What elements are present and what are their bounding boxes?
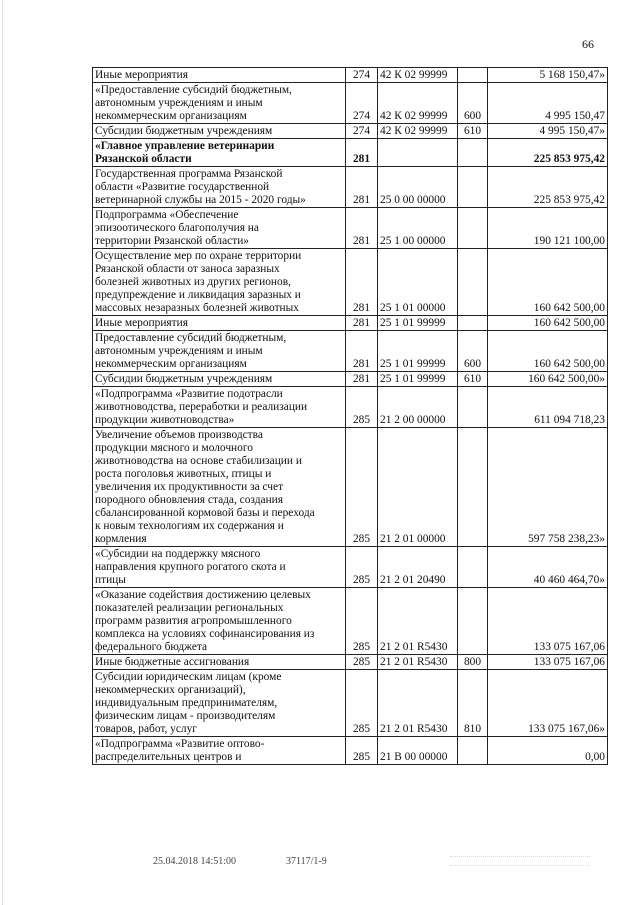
row-code-cell: 281 — [346, 167, 378, 208]
table-row — [93, 588, 608, 655]
row-name-cell: «Оказание содействия достижению целевых показателей реализации региональных программ развития агропромышленного комплекса на условиях софинансирования из федерального бюджета — [93, 588, 346, 655]
row-csr-cell: 42 К 02 99999 — [378, 83, 458, 124]
table-row — [93, 331, 608, 372]
row-name-cell: «Главное управление ветеринарии Рязанской области — [93, 139, 346, 167]
row-type-cell — [458, 249, 488, 316]
row-type-cell: 600 — [458, 83, 488, 124]
row-type-cell — [458, 588, 488, 655]
row-type-cell: 610 — [458, 372, 488, 387]
footer-timestamp: 25.04.2018 14:51:00 — [153, 856, 237, 867]
budget-table-body — [93, 68, 608, 765]
row-name-cell: «Субсидии на поддержку мясного направления крупного рогатого скота и птицы — [93, 547, 346, 588]
scan-edge — [2, 0, 5, 905]
row-name-cell: Субсидии бюджетным учреждениям — [93, 124, 346, 139]
table-row — [93, 316, 608, 331]
table-row — [93, 83, 608, 124]
row-type-cell: 810 — [458, 670, 488, 737]
table-row — [93, 124, 608, 139]
row-code-cell: 281 — [346, 249, 378, 316]
table-row — [93, 547, 608, 588]
row-sum-cell: 4 995 150,47» — [488, 124, 608, 139]
row-name-cell: Подпрограмма «Обеспечение эпизоотического благополучия на территории Рязанской области» — [93, 208, 346, 249]
row-name-cell: Субсидии бюджетным учреждениям — [93, 372, 346, 387]
row-type-cell — [458, 68, 488, 83]
row-sum-cell: 5 168 150,47» — [488, 68, 608, 83]
row-code-cell: 285 — [346, 387, 378, 428]
row-csr-cell: 25 1 00 00000 — [378, 208, 458, 249]
row-csr-cell: 21 2 01 R5430 — [378, 655, 458, 670]
table-row — [93, 655, 608, 670]
row-name-cell: Осуществление мер по охране территории Рязанской области от заноса заразных болезней животных из других регионов, предупреждение и ликвидация заразных и массовых незаразных болезней животных — [93, 249, 346, 316]
row-csr-cell: 25 1 01 99999 — [378, 331, 458, 372]
table-row — [93, 387, 608, 428]
row-sum-cell: 133 075 167,06» — [488, 670, 608, 737]
row-sum-cell: 611 094 718,23 — [488, 387, 608, 428]
row-type-cell: 600 — [458, 331, 488, 372]
row-code-cell: 285 — [346, 655, 378, 670]
row-type-cell — [458, 737, 488, 765]
row-sum-cell: 133 075 167,06 — [488, 588, 608, 655]
row-type-cell — [458, 547, 488, 588]
row-code-cell: 285 — [346, 547, 378, 588]
table-row — [93, 208, 608, 249]
row-csr-cell: 42 К 02 99999 — [378, 68, 458, 83]
table-row — [93, 68, 608, 83]
row-name-cell: «Подпрограмма «Развитие оптово- распределительных центров и — [93, 737, 346, 765]
row-sum-cell: 133 075 167,06 — [488, 655, 608, 670]
row-name-cell: Иные мероприятия — [93, 68, 346, 83]
row-sum-cell: 225 853 975,42 — [488, 167, 608, 208]
row-sum-cell: 0,00 — [488, 737, 608, 765]
table-row — [93, 139, 608, 167]
row-type-cell: 610 — [458, 124, 488, 139]
row-csr-cell: 42 К 02 99999 — [378, 124, 458, 139]
row-code-cell: 281 — [346, 208, 378, 249]
row-type-cell — [458, 428, 488, 547]
row-name-cell: Увеличение объемов производства продукции мясного и молочного животноводства на основе стабилизации и роста поголовья животных, птицы и увеличения их продуктивности за счет породного обновления стада, создания сбалансированной кормовой базы и перехода к новым технологиям их содержания и кормления — [93, 428, 346, 547]
table-row — [93, 372, 608, 387]
row-sum-cell: 160 642 500,00 — [488, 249, 608, 316]
row-name-cell: Субсидии юридическим лицам (кроме некоммерческих организаций), индивидуальным предпринимателям, физическим лицам - производителям товаров, работ, услуг — [93, 670, 346, 737]
row-code-cell: 285 — [346, 588, 378, 655]
row-csr-cell: 25 0 00 00000 — [378, 167, 458, 208]
row-type-cell — [458, 139, 488, 167]
row-csr-cell: 21 2 01 R5430 — [378, 588, 458, 655]
row-sum-cell: 4 995 150,47 — [488, 83, 608, 124]
row-type-cell — [458, 387, 488, 428]
row-type-cell — [458, 208, 488, 249]
row-code-cell: 281 — [346, 331, 378, 372]
row-name-cell: Государственная программа Рязанской области «Развитие государственной ветеринарной службы на 2015 - 2020 годы» — [93, 167, 346, 208]
table-row — [93, 670, 608, 737]
row-sum-cell: 597 758 238,23» — [488, 428, 608, 547]
faint-stamp-mark — [450, 856, 590, 866]
row-csr-cell: 21 2 01 R5430 — [378, 670, 458, 737]
row-name-cell: Иные мероприятия — [93, 316, 346, 331]
row-sum-cell: 160 642 500,00 — [488, 316, 608, 331]
row-csr-cell: 21 2 00 00000 — [378, 387, 458, 428]
row-code-cell: 285 — [346, 737, 378, 765]
row-sum-cell: 190 121 100,00 — [488, 208, 608, 249]
row-code-cell: 281 — [346, 316, 378, 331]
table-row — [93, 428, 608, 547]
row-name-cell: Предоставление субсидий бюджетным, автономным учреждениям и иным некоммерческим организациям — [93, 331, 346, 372]
row-name-cell: «Предоставление субсидий бюджетным, автономным учреждениям и иным некоммерческим организациям — [93, 83, 346, 124]
table-row — [93, 249, 608, 316]
row-csr-cell: 21 2 01 00000 — [378, 428, 458, 547]
row-type-cell — [458, 316, 488, 331]
row-sum-cell: 160 642 500,00 — [488, 331, 608, 372]
row-csr-cell — [378, 139, 458, 167]
row-sum-cell: 160 642 500,00» — [488, 372, 608, 387]
row-csr-cell: 25 1 01 99999 — [378, 372, 458, 387]
table-row — [93, 737, 608, 765]
row-code-cell: 281 — [346, 372, 378, 387]
budget-table — [92, 67, 608, 765]
page-number: 66 — [582, 37, 594, 51]
row-code-cell: 281 — [346, 139, 378, 167]
table-row — [93, 167, 608, 208]
row-csr-cell: 25 1 01 99999 — [378, 316, 458, 331]
footer-document-id: 37117/1-9 — [286, 856, 327, 867]
row-code-cell: 285 — [346, 428, 378, 547]
row-sum-cell: 225 853 975,42 — [488, 139, 608, 167]
row-code-cell: 274 — [346, 83, 378, 124]
row-code-cell: 285 — [346, 670, 378, 737]
row-name-cell: Иные бюджетные ассигнования — [93, 655, 346, 670]
row-sum-cell: 40 460 464,70» — [488, 547, 608, 588]
row-code-cell: 274 — [346, 68, 378, 83]
row-csr-cell: 21 2 01 20490 — [378, 547, 458, 588]
row-code-cell: 274 — [346, 124, 378, 139]
row-csr-cell: 21 В 00 00000 — [378, 737, 458, 765]
row-type-cell — [458, 167, 488, 208]
row-name-cell: «Подпрограмма «Развитие подотрасли животноводства, переработки и реализации продукции животноводства» — [93, 387, 346, 428]
row-csr-cell: 25 1 01 00000 — [378, 249, 458, 316]
row-type-cell: 800 — [458, 655, 488, 670]
